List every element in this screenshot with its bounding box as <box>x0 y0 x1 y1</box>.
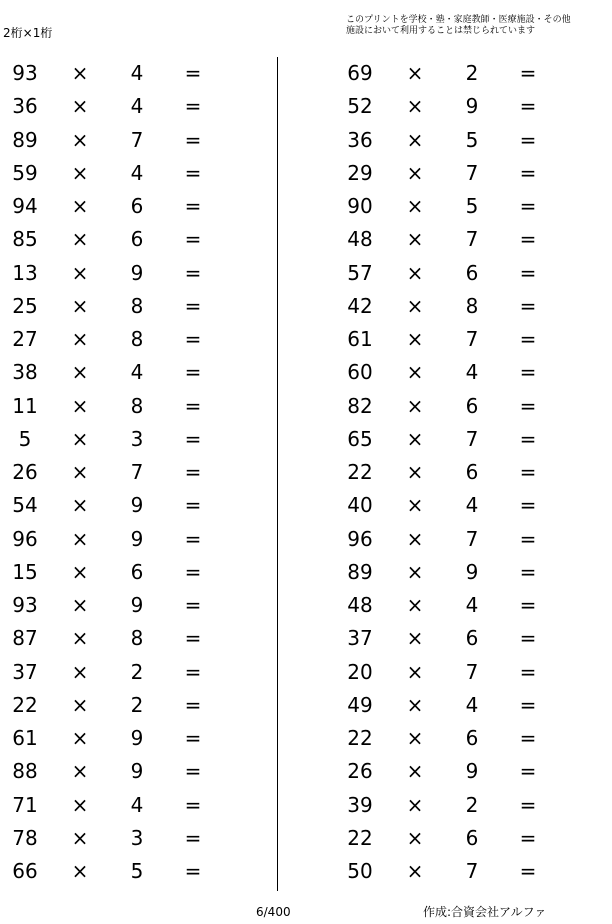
times-sign: × <box>71 559 89 584</box>
multiplicand: 85 <box>12 227 38 252</box>
problem-row <box>335 656 585 689</box>
equals-sign: = <box>519 260 537 285</box>
multiplier: 7 <box>465 327 479 351</box>
equals-sign: = <box>184 859 202 883</box>
multiplicand: 89 <box>347 559 373 584</box>
problem-row <box>0 356 250 389</box>
equals-sign: = <box>519 94 537 119</box>
times-sign: × <box>406 393 424 418</box>
times-sign: × <box>71 194 89 218</box>
multiplicand: 69 <box>347 61 373 85</box>
multiplicand: 48 <box>347 593 373 617</box>
problem-row <box>0 223 250 256</box>
multiplier: 4 <box>130 94 144 119</box>
multiplicand: 82 <box>347 393 373 418</box>
multiplicand: 59 <box>12 160 38 185</box>
multiplier: 9 <box>130 726 144 750</box>
equals-sign: = <box>519 759 537 784</box>
equals-sign: = <box>519 393 537 418</box>
problem-row <box>0 157 250 190</box>
multiplicand: 22 <box>347 460 373 484</box>
times-sign: × <box>406 559 424 584</box>
multiplier: 6 <box>130 227 144 252</box>
equals-sign: = <box>519 426 537 451</box>
multiplier: 6 <box>465 393 479 418</box>
problem-row <box>335 157 585 190</box>
equals-sign: = <box>184 327 202 351</box>
times-sign: × <box>406 825 424 850</box>
equals-sign: = <box>519 227 537 252</box>
problem-row <box>0 589 250 622</box>
times-sign: × <box>406 526 424 551</box>
problem-row <box>335 423 585 456</box>
multiplier: 7 <box>465 227 479 252</box>
equals-sign: = <box>519 659 537 684</box>
multiplier: 7 <box>465 160 479 185</box>
equals-sign: = <box>519 792 537 817</box>
problem-row <box>0 124 250 157</box>
problem-row <box>0 789 250 822</box>
multiplicand: 71 <box>12 792 38 817</box>
equals-sign: = <box>519 293 537 318</box>
multiplicand: 22 <box>12 692 38 717</box>
multiplier: 6 <box>465 460 479 484</box>
multiplier: 6 <box>130 559 144 584</box>
multiplier: 9 <box>130 526 144 551</box>
multiplier: 3 <box>130 825 144 850</box>
equals-sign: = <box>519 127 537 152</box>
times-sign: × <box>71 426 89 451</box>
multiplier: 8 <box>130 626 144 651</box>
times-sign: × <box>406 260 424 285</box>
times-sign: × <box>71 160 89 185</box>
multiplicand: 90 <box>347 194 373 218</box>
usage-notice: このプリントを学校・塾・家庭教師・医療施設・その他 施設において利用することは禁じられています <box>346 15 571 36</box>
multiplier: 6 <box>130 194 144 218</box>
multiplier: 5 <box>465 194 479 218</box>
equals-sign: = <box>519 726 537 750</box>
multiplicand: 66 <box>12 859 38 883</box>
multiplicand: 26 <box>347 759 373 784</box>
problem-row <box>0 323 250 356</box>
times-sign: × <box>406 859 424 883</box>
multiplier: 4 <box>130 792 144 817</box>
problem-row <box>335 556 585 589</box>
problem-row <box>335 90 585 123</box>
multiplier: 9 <box>465 94 479 119</box>
multiplicand: 27 <box>12 327 38 351</box>
equals-sign: = <box>519 692 537 717</box>
multiplier: 2 <box>130 692 144 717</box>
problem-row <box>335 489 585 522</box>
multiplicand: 96 <box>347 526 373 551</box>
multiplier: 4 <box>130 61 144 85</box>
equals-sign: = <box>519 194 537 218</box>
times-sign: × <box>406 692 424 717</box>
equals-sign: = <box>184 792 202 817</box>
multiplier: 7 <box>130 127 144 152</box>
equals-sign: = <box>519 493 537 518</box>
right-problem-column <box>335 57 585 888</box>
problem-row <box>335 257 585 290</box>
equals-sign: = <box>184 460 202 484</box>
equals-sign: = <box>184 726 202 750</box>
multiplier: 2 <box>130 659 144 684</box>
times-sign: × <box>406 759 424 784</box>
problem-row <box>0 656 250 689</box>
multiplier: 8 <box>130 327 144 351</box>
multiplier: 9 <box>130 260 144 285</box>
times-sign: × <box>406 426 424 451</box>
equals-sign: = <box>519 559 537 584</box>
multiplicand: 29 <box>347 160 373 185</box>
problem-row <box>0 556 250 589</box>
problem-row <box>335 822 585 855</box>
multiplicand: 54 <box>12 493 38 518</box>
times-sign: × <box>71 792 89 817</box>
problem-row <box>0 290 250 323</box>
multiplicand: 22 <box>347 825 373 850</box>
multiplier: 4 <box>465 692 479 717</box>
equals-sign: = <box>184 360 202 385</box>
times-sign: × <box>71 692 89 717</box>
equals-sign: = <box>184 194 202 218</box>
multiplicand: 89 <box>12 127 38 152</box>
multiplier: 8 <box>130 393 144 418</box>
problem-row <box>335 356 585 389</box>
equals-sign: = <box>184 61 202 85</box>
times-sign: × <box>71 526 89 551</box>
times-sign: × <box>71 659 89 684</box>
equals-sign: = <box>519 626 537 651</box>
multiplicand: 38 <box>12 360 38 385</box>
problem-row <box>0 257 250 290</box>
times-sign: × <box>71 393 89 418</box>
multiplicand: 65 <box>347 426 373 451</box>
multiplier: 9 <box>130 493 144 518</box>
problem-row <box>335 523 585 556</box>
multiplier: 4 <box>465 593 479 617</box>
problem-row <box>335 789 585 822</box>
multiplicand: 52 <box>347 94 373 119</box>
times-sign: × <box>406 460 424 484</box>
problem-row <box>335 190 585 223</box>
problem-row <box>335 689 585 722</box>
times-sign: × <box>406 94 424 119</box>
problem-row <box>0 390 250 423</box>
multiplicand: 37 <box>12 659 38 684</box>
multiplicand: 37 <box>347 626 373 651</box>
multiplier: 5 <box>465 127 479 152</box>
multiplicand: 57 <box>347 260 373 285</box>
times-sign: × <box>71 460 89 484</box>
equals-sign: = <box>184 493 202 518</box>
problem-row <box>0 90 250 123</box>
multiplicand: 78 <box>12 825 38 850</box>
multiplicand: 13 <box>12 260 38 285</box>
multiplicand: 94 <box>12 194 38 218</box>
multiplier: 3 <box>130 426 144 451</box>
multiplicand: 49 <box>347 692 373 717</box>
multiplicand: 88 <box>12 759 38 784</box>
problem-row <box>335 456 585 489</box>
problem-row <box>0 755 250 788</box>
times-sign: × <box>406 726 424 750</box>
problem-row <box>335 57 585 90</box>
multiplicand: 5 <box>18 426 32 451</box>
times-sign: × <box>71 859 89 883</box>
times-sign: × <box>406 593 424 617</box>
multiplicand: 20 <box>347 659 373 684</box>
times-sign: × <box>71 726 89 750</box>
problem-row <box>0 689 250 722</box>
multiplicand: 36 <box>12 94 38 119</box>
equals-sign: = <box>184 393 202 418</box>
equals-sign: = <box>184 260 202 285</box>
times-sign: × <box>406 792 424 817</box>
times-sign: × <box>71 127 89 152</box>
equals-sign: = <box>519 360 537 385</box>
multiplicand: 87 <box>12 626 38 651</box>
multiplier: 7 <box>130 460 144 484</box>
column-divider <box>277 57 278 891</box>
multiplier: 6 <box>465 726 479 750</box>
multiplicand: 42 <box>347 293 373 318</box>
equals-sign: = <box>519 859 537 883</box>
multiplier: 4 <box>130 160 144 185</box>
problem-row <box>335 589 585 622</box>
equals-sign: = <box>184 825 202 850</box>
times-sign: × <box>71 61 89 85</box>
multiplicand: 93 <box>12 593 38 617</box>
times-sign: × <box>406 127 424 152</box>
times-sign: × <box>71 593 89 617</box>
equals-sign: = <box>519 526 537 551</box>
times-sign: × <box>71 327 89 351</box>
times-sign: × <box>71 759 89 784</box>
times-sign: × <box>406 360 424 385</box>
equals-sign: = <box>519 593 537 617</box>
multiplier: 8 <box>130 293 144 318</box>
problem-row <box>0 423 250 456</box>
left-problem-column <box>0 57 250 888</box>
multiplicand: 26 <box>12 460 38 484</box>
multiplicand: 61 <box>347 327 373 351</box>
multiplier: 7 <box>465 426 479 451</box>
equals-sign: = <box>184 626 202 651</box>
problem-row <box>335 223 585 256</box>
times-sign: × <box>406 659 424 684</box>
multiplier: 2 <box>465 792 479 817</box>
times-sign: × <box>71 825 89 850</box>
times-sign: × <box>71 360 89 385</box>
equals-sign: = <box>184 94 202 119</box>
times-sign: × <box>406 194 424 218</box>
times-sign: × <box>406 626 424 651</box>
equals-sign: = <box>519 460 537 484</box>
multiplicand: 50 <box>347 859 373 883</box>
multiplicand: 11 <box>12 393 38 418</box>
equals-sign: = <box>184 659 202 684</box>
problem-row <box>335 722 585 755</box>
problem-row <box>335 855 585 888</box>
equals-sign: = <box>184 559 202 584</box>
multiplicand: 22 <box>347 726 373 750</box>
problem-row <box>0 456 250 489</box>
multiplicand: 60 <box>347 360 373 385</box>
credit-text: 作成:合資会社アルファ <box>423 905 547 919</box>
multiplier: 8 <box>465 293 479 318</box>
times-sign: × <box>406 327 424 351</box>
times-sign: × <box>71 626 89 651</box>
times-sign: × <box>71 227 89 252</box>
times-sign: × <box>71 94 89 119</box>
multiplicand: 96 <box>12 526 38 551</box>
times-sign: × <box>406 227 424 252</box>
problem-row <box>335 290 585 323</box>
multiplier: 7 <box>465 859 479 883</box>
problem-row <box>0 523 250 556</box>
equals-sign: = <box>184 759 202 784</box>
multiplier: 9 <box>130 593 144 617</box>
problem-row <box>0 489 250 522</box>
problem-row <box>0 722 250 755</box>
multiplier: 5 <box>130 859 144 883</box>
multiplier: 6 <box>465 260 479 285</box>
times-sign: × <box>71 293 89 318</box>
multiplicand: 15 <box>12 559 38 584</box>
problem-row <box>335 755 585 788</box>
multiplicand: 61 <box>12 726 38 750</box>
problem-row <box>0 622 250 655</box>
problem-row <box>0 190 250 223</box>
equals-sign: = <box>184 692 202 717</box>
multiplier: 4 <box>465 360 479 385</box>
equals-sign: = <box>519 160 537 185</box>
multiplier: 4 <box>130 360 144 385</box>
problem-row <box>335 390 585 423</box>
equals-sign: = <box>184 526 202 551</box>
multiplicand: 40 <box>347 493 373 518</box>
multiplicand: 93 <box>12 61 38 85</box>
times-sign: × <box>406 293 424 318</box>
times-sign: × <box>71 260 89 285</box>
multiplier: 4 <box>465 493 479 518</box>
equals-sign: = <box>519 327 537 351</box>
problem-row <box>335 622 585 655</box>
multiplier: 6 <box>465 626 479 651</box>
problem-row <box>0 57 250 90</box>
multiplicand: 39 <box>347 792 373 817</box>
multiplier: 7 <box>465 526 479 551</box>
multiplicand: 48 <box>347 227 373 252</box>
equals-sign: = <box>519 61 537 85</box>
multiplier: 2 <box>465 61 479 85</box>
times-sign: × <box>406 61 424 85</box>
problem-row <box>335 323 585 356</box>
times-sign: × <box>406 160 424 185</box>
page-number: 6/400 <box>256 905 291 919</box>
multiplier: 9 <box>465 759 479 784</box>
multiplicand: 36 <box>347 127 373 152</box>
times-sign: × <box>71 493 89 518</box>
problem-row <box>0 822 250 855</box>
multiplier: 7 <box>465 659 479 684</box>
problem-row <box>335 124 585 157</box>
multiplicand: 25 <box>12 293 38 318</box>
equals-sign: = <box>184 160 202 185</box>
equals-sign: = <box>184 426 202 451</box>
worksheet-title: 2桁×1桁 <box>3 26 53 40</box>
problem-row <box>0 855 250 888</box>
equals-sign: = <box>184 293 202 318</box>
equals-sign: = <box>519 825 537 850</box>
multiplier: 6 <box>465 825 479 850</box>
multiplier: 9 <box>130 759 144 784</box>
equals-sign: = <box>184 127 202 152</box>
equals-sign: = <box>184 593 202 617</box>
times-sign: × <box>406 493 424 518</box>
equals-sign: = <box>184 227 202 252</box>
multiplier: 9 <box>465 559 479 584</box>
